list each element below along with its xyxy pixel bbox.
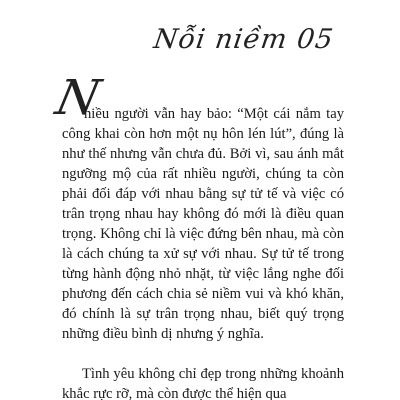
paragraph-2: Tình yêu không chỉ đẹp trong những khoảnh khắc rực rỡ, mà còn được thể hiện qua (62, 366, 344, 400)
paragraph-1 (62, 104, 344, 344)
drop-cap: N (51, 70, 105, 126)
chapter-title: Nỗi niềm 05 (152, 24, 337, 55)
body-text (62, 104, 344, 400)
paragraph-1-text: hiều người vẫn hay bảo: “Một cái nắm tay công khai còn hơn một nụ hôn lén lút”, đúng là như thế nhưng vẫn chưa đủ. Bởi vì, sau ánh mắt ngưỡng mộ của rất nhiều người, chúng ta còn phải đối đáp với nhau bằng sự tử tế và việc có trân trọng nhau hay không đó mới là điều quan trọng. Không chỉ là việc đứng bên nhau, mà còn là cách chúng ta xử sự với nhau. Sự tử tế trong từng hành động nhỏ nhặt, từ việc lắng nghe đối phương đến cách chia sẻ niềm vui và khó khăn, đó chính là sự trân trọng nhau, biết quý trọng những điều bình dị nhưng ý nghĩa. (62, 106, 344, 342)
